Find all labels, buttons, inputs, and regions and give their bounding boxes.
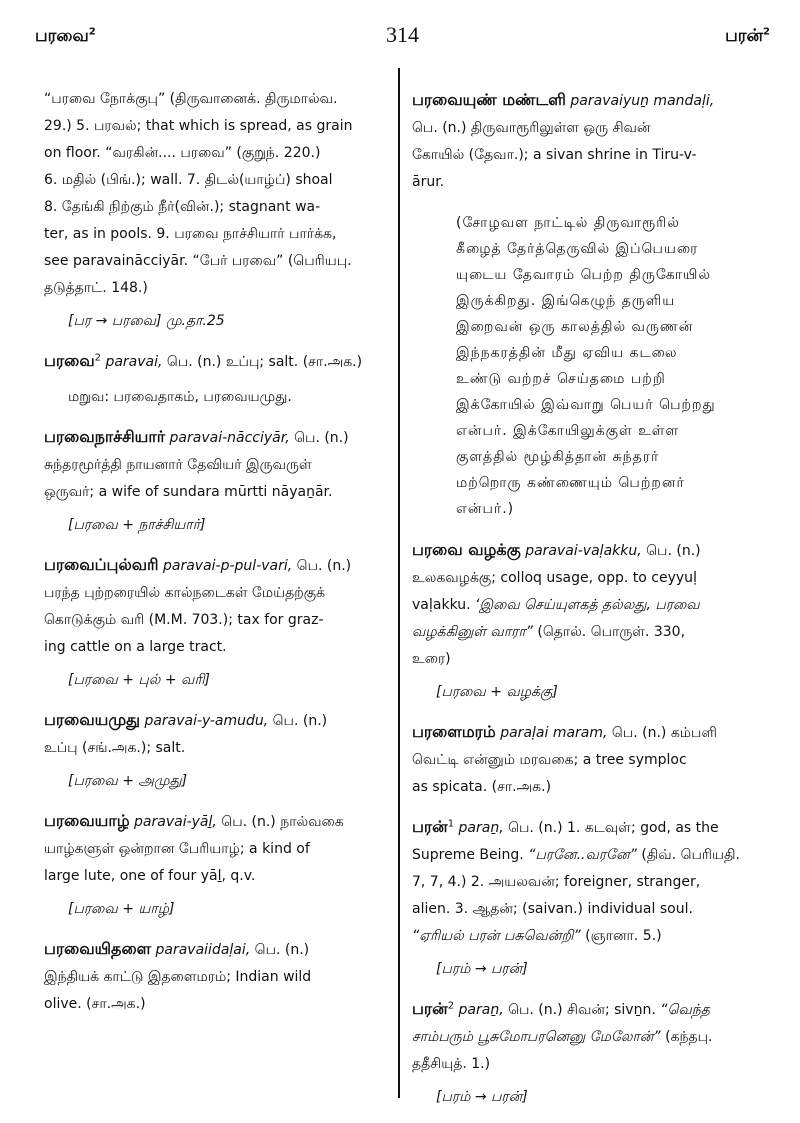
text-line: வெட்டி என்னும் மரவகை; a tree symploc (412, 752, 687, 768)
text-line: 8. தேங்கி நிற்கும் நீர்(வின்.); stagnant wa- (44, 199, 321, 215)
text-line: பரளைமரம் (412, 722, 496, 741)
etymology: [பரவை + அமுது] (68, 773, 188, 789)
text-line: பரவையிதளை (44, 939, 152, 958)
text-line: paraṉ, (458, 820, 504, 836)
etymology: [பரம் → பரன்] (436, 1089, 528, 1105)
entry-paravai-1-continued (44, 86, 389, 335)
right-column (412, 86, 774, 1123)
text-line: குளத்தில் மூழ்கித்தான் சுந்தரர் (456, 449, 660, 465)
etymology: [பரவை + யாழ்] (68, 901, 175, 917)
text-line: பரன் (725, 26, 764, 46)
entry-paran-1 (412, 813, 774, 983)
text-line: ing cattle on a large tract. (44, 639, 227, 655)
text-line: Supreme Being. (412, 847, 524, 863)
text-line: என்பர்.) (456, 501, 515, 517)
text-line: பரன் (412, 999, 448, 1018)
etymology: [பரம் → பரன்] (436, 961, 528, 977)
text-line: பரவையுண் மண்டளி (412, 90, 566, 109)
text-line: 2 (88, 26, 96, 38)
text-line: ‘இவை செய்யுளகத் தல்லது, பரவை (475, 597, 700, 613)
text-line: பெ. (n.) உப்பு; salt. (சா.அக.) (166, 354, 363, 370)
text-line: paravai, (105, 354, 163, 370)
text-line: பரன் (412, 817, 448, 836)
text-line: பெ. (n.) (294, 430, 349, 446)
text-line: பெ. (n.) நால்வகை (221, 814, 344, 830)
text-line: பரவை வழக்கு (412, 540, 521, 559)
text-line: ஒருவர்; a wife of sundara mūrtti nāyaṉār. (44, 484, 333, 500)
text-line: உலகவழக்கு; colloq usage, opp. to ceyyuḷ (412, 570, 698, 586)
text-line: 2 (447, 1000, 455, 1012)
text-line: (கந்தபு. (665, 1029, 713, 1045)
text-line: vaḷakku. (412, 597, 471, 613)
text-line: யாழ்களுள் ஒன்றான பேரியாழ்; a kind of (44, 841, 310, 857)
text-line: கொடுக்கும் வரி (M.M. 703.); tax for graz- (44, 612, 324, 628)
text-line: paravai-vaḷakku, (525, 543, 642, 559)
text-line: பரவைப்புல்வரி (44, 555, 159, 574)
text-line: ter, as in pools. 9. பரவை நாச்சியார் பார்க்க, (44, 226, 337, 242)
variant-note: மறுவ: பரவைதாகம், பரவையமுது. (68, 389, 292, 405)
text-line: “பரனே..வரனே” (528, 847, 637, 863)
text-line: alien. 3. ஆதன்; (saivan.) individual soul. (412, 901, 693, 917)
text-line: சாம்பரும் பூசுமோபரனெனு மேலோன்” (412, 1029, 661, 1045)
entry-paravai-idalai (44, 935, 389, 1018)
text-line: இந்நகரத்தின் மீது ஏவிய கடலை (456, 345, 678, 361)
text-line: 1 (447, 818, 455, 830)
etymology: [பரவை + புல் + வரி] (68, 672, 210, 688)
text-line: “பரவை நோக்குபு” (திருவானைக். திருமால்வ. (44, 91, 338, 107)
left-column (44, 86, 389, 1030)
text-line: ārur. (412, 174, 445, 190)
text-line: கீழைத் தேர்த்தெருவில் இப்பெயரை (456, 241, 699, 257)
text-line: பெ. (n.) (272, 713, 328, 729)
text-line: பெ. (n.) (296, 558, 352, 574)
etymology: [பர → பரவை] மு.தா.25 (68, 313, 225, 329)
text-line: பெ. (n.) கம்பளி (611, 725, 717, 741)
text-line: paravai-y-amudu, (144, 713, 269, 729)
text-line: பெ. (n.) 1. கடவுள்; god, as the (508, 820, 719, 836)
text-line: இருக்கிறது. இங்கெழுந் தருளிய (456, 293, 676, 309)
text-line: உண்டு வற்றச் செய்தமை பற்றி (456, 371, 666, 387)
text-line: see paravainācciyār. “பேர் பரவை” (பெரியபு. (44, 253, 352, 269)
text-line: வழக்கினுள் வாரா” (412, 624, 533, 640)
column-divider (398, 68, 400, 1098)
entry-paravai-p-pul-vari (44, 551, 389, 694)
text-line: யுடைய தேவாரம் பெற்ற திருகோயில் (456, 267, 712, 283)
text-line: பரவைநாச்சியார் (44, 427, 166, 446)
text-line: paraḷai maram, (500, 725, 608, 741)
text-line: பெ. (n.) (646, 543, 701, 559)
text-line: paravaiidaḷai, (155, 942, 251, 958)
text-line: as spicata. (சா.அக.) (412, 779, 552, 795)
text-line: paravai-p-pul-vari, (163, 558, 293, 574)
text-line: இறைவன் ஒரு காலத்தில் வருணன் (456, 319, 694, 335)
text-line: 2 (94, 352, 101, 364)
entry-paran-2 (412, 995, 774, 1111)
text-line: 7, 7, 4.) 2. அயலவன்; foreigner, stranger, (412, 874, 701, 890)
text-line: பெ. (n.) திருவாரூரிலுள்ள ஒரு சிவன் (412, 120, 651, 136)
explanatory-block (456, 210, 768, 522)
page-number: 314 (386, 22, 419, 47)
text-line: (ஞானா. 5.) (585, 928, 662, 944)
text-line: இக்கோயில் இவ்வாறு பெயர் பெற்றது (456, 397, 716, 413)
text-line: paravai-nācciyār, (169, 430, 290, 446)
entry-paravai-valakku (412, 536, 774, 706)
entry-paravaiyun-mandali (412, 86, 774, 522)
page-header (35, 18, 770, 54)
text-line: paravaiyuṉ mandaḷi, (570, 93, 715, 109)
text-line: பெ. (n.) (254, 942, 310, 958)
text-line: olive. (சா.அக.) (44, 996, 146, 1012)
entry-paravai-y-amudu (44, 706, 389, 795)
etymology: [பரவை + நாச்சியார்] (68, 517, 206, 533)
text-line: சுந்தரமூர்த்தி நாயனார் தேவியர் இருவருள் (44, 457, 312, 473)
text-line: உப்பு (சங்.அக.); salt. (44, 740, 186, 756)
text-line: கோயில் (தேவா.); a sivan shrine in Tiru-v- (412, 147, 697, 163)
text-line: இந்தியக் காட்டு இதளைமரம்; Indian wild (44, 969, 312, 985)
text-line: (தொல். பொருள். 330, (537, 624, 686, 640)
text-line: பரவை (44, 351, 95, 370)
text-line: 6. மதில் (பிங்.); wall. 7. திடல்(யாழ்ப்) shoal (44, 172, 333, 188)
text-line: என்பர். இக்கோயிலுக்குள் உள்ள (456, 423, 680, 439)
text-line: பரவை (35, 26, 89, 46)
entry-paralai-maram (412, 718, 774, 801)
text-line: பரந்த புற்றரையில் கால்நடைகள் மேய்தற்குக் (44, 585, 326, 601)
text-line: large lute, one of four yāḻ, q.v. (44, 868, 256, 884)
text-line: உரை) (412, 651, 451, 667)
text-line: paraṉ, (458, 1002, 504, 1018)
entry-paravai-yaal (44, 807, 389, 923)
running-head-right (725, 26, 770, 48)
text-line: பரவையமுது (44, 710, 140, 729)
etymology: [பரவை + வழக்கு] (436, 684, 558, 700)
entry-paravai-naacciyaar (44, 423, 389, 539)
text-line: பரவையாழ் (44, 811, 130, 830)
text-line: “ஏரியல் பரன் பசுவென்றி” (412, 928, 581, 944)
text-line: பெ. (n.) சிவன்; sivṉn. (508, 1002, 656, 1018)
text-line: 29.) 5. பரவல்; that which is spread, as grain (44, 118, 353, 134)
text-line: 2 (763, 26, 770, 38)
text-line: “வெந்த (660, 1002, 710, 1018)
text-line: மற்றொரு கண்ணையும் பெற்றனர் (456, 475, 685, 491)
text-line: (திவ். பெரியதி. (641, 847, 740, 863)
text-line: paravai-yāḻ, (134, 814, 217, 830)
text-line: (சோழவள நாட்டில் திருவாரூரில் (456, 215, 680, 231)
text-line: தடுத்தாட். 148.) (44, 280, 148, 296)
text-line: on floor. “வரகின்.... பரவை” (குறுந். 220.) (44, 145, 321, 161)
text-line: ததீசியுத். 1.) (412, 1056, 491, 1072)
entry-paravai-2 (44, 347, 389, 411)
